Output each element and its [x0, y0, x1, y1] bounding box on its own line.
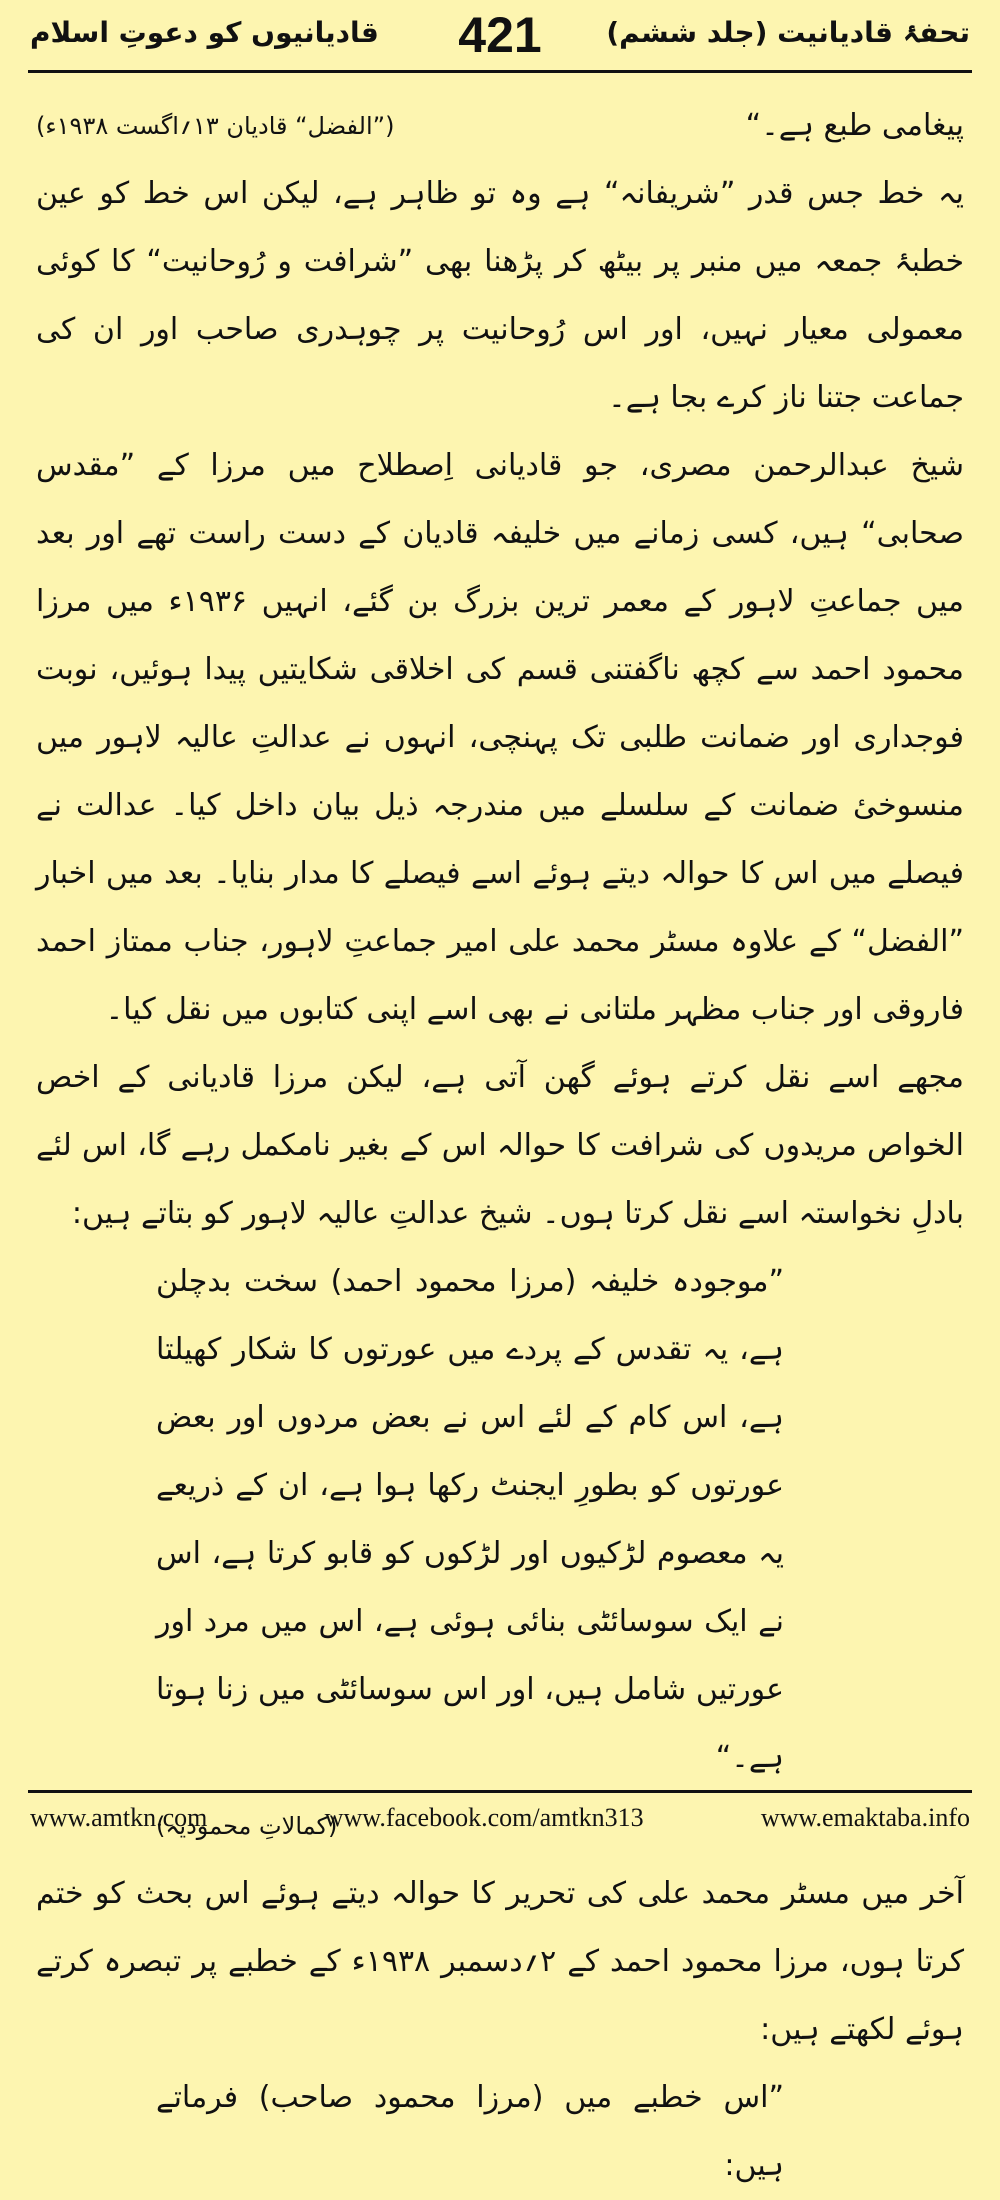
block-quote: ”موجودہ خلیفہ (مرزا محمود احمد) سخت بدچلن ہے، یہ تقدس کے پردے میں عورتوں کا شکار کھیلتا ہے، اس کام کے لئے اس نے بعض مردوں اور بعض عورتوں کو بطورِ ایجنٹ رکھا ہوا ہے، ان کے ذریعے یہ معصوم لڑکیوں اور لڑکوں کو قابو کرتا ہے، اس نے ایک سوسائٹی بنائی ہوئی ہے، اس میں مرد اور عورتیں شامل ہیں، اور اس سوسائٹی میں زنا ہوتا ہے۔“	[156, 1264, 784, 1775]
citation-line	[36, 92, 964, 160]
paragraph-2: یہ خط جس قدر ”شریفانہ“ ہے وہ تو ظاہر ہے، لیکن اس خط کو عین خطبۂ جمعہ میں منبر پر بیٹھ کر پڑھنا بھی ”شرافت و رُوحانیت“ کا کوئی معمولی معیار نہیں، اور اس رُوحانیت پر چوہدری صاحب اور ان کی جماعت جتنا ناز کرے بجا ہے۔	[36, 176, 964, 415]
footer-divider	[28, 1790, 972, 1793]
header-divider	[28, 70, 972, 73]
footer-link-amtkn[interactable]: www.amtkn.com	[30, 1803, 208, 1832]
footer-link-emaktaba[interactable]: www.emaktaba.info	[760, 1803, 970, 1832]
page-footer	[30, 1796, 970, 1840]
footer-link-facebook[interactable]: www.facebook.com/amtkn313	[324, 1803, 644, 1832]
chapter-title: قادیانیوں کو دعوتِ اسلام	[30, 16, 379, 49]
page-number: 421	[458, 7, 542, 63]
paragraph-3: شیخ عبدالرحمن مصری، جو قادیانی اِصطلاح میں مرزا کے ”مقدس صحابی“ ہیں، کسی زمانے میں خلیفہ قادیان کے دست راست تھے اور بعد میں جماعتِ لاہور کے معمر ترین بزرگ بن گئے، انہیں ۱۹۳۶ء میں مرزا محمود احمد سے کچھ ناگفتنی قسم کی اخلاقی شکایتیں پیدا ہوئیں، نوبت فوجداری اور ضمانت طلبی تک پہنچی، انہوں نے عدالتِ عالیہ لاہور میں منسوخیٔ ضمانت کے سلسلے میں مندرجہ ذیل بیان داخل کیا۔ عدالت نے فیصلے میں اس کا حوالہ دیتے ہوئے اسے فیصلے کا مدار بنایا۔ بعد میں اخبار ”الفضل“ کے علاوہ مسٹر محمد علی امیر جماعتِ لاہور، جناب ممتاز احمد فاروقی اور جناب مظہر ملتانی نے بھی اسے اپنی کتابوں میں نقل کیا۔	[36, 448, 964, 1027]
paragraph-5: آخر میں مسٹر محمد علی کی تحریر کا حوالہ دیتے ہوئے اس بحث کو ختم کرتا ہوں، مرزا محمود احمد کے ۲؍دسمبر ۱۹۳۸ء کے خطبے پر تبصرہ کرتے ہوئے لکھتے ہیں:	[36, 1876, 965, 2047]
paragraph-1: پیغامی طبع ہے۔“	[745, 108, 964, 143]
citation-kamalat: (کمالاتِ محمودیہ)	[156, 1812, 338, 1840]
citation-alfazl: (”الفضل“ قادیان ۱۳؍اگست ۱۹۳۸ء)	[36, 112, 395, 140]
page-header	[30, 6, 970, 68]
paragraph-4: مجھے اسے نقل کرتے ہوئے گھن آتی ہے، لیکن مرزا قادیانی کے اخص الخواص مریدوں کی شرافت کا حوالہ اس کے بغیر نامکمل رہے گا، اس لئے بادلِ نخواستہ اسے نقل کرتا ہوں۔ شیخ عدالتِ عالیہ لاہور کو بتاتے ہیں:	[36, 1060, 964, 1231]
page-body	[36, 92, 964, 2200]
book-title: تحفۂ قادیانیت (جلد ششم)	[606, 16, 970, 49]
paragraph-6: ”اس خطبے میں (مرزا محمود صاحب) فرماتے ہیں:	[156, 2080, 784, 2183]
